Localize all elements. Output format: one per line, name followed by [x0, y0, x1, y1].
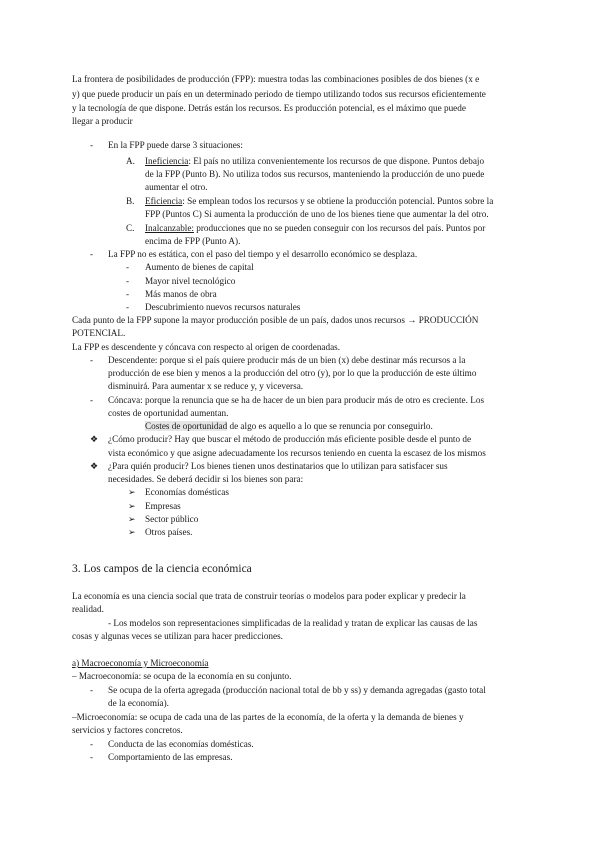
arrow-bullet: ➢	[128, 487, 136, 497]
section-3-para-1-line-2: realidad.	[72, 604, 104, 614]
term-ineficiencia: Ineficiencia	[145, 156, 189, 166]
recipient-item: Sector público	[145, 514, 199, 524]
question-1-line-2: vista económico y que asigne adecuadamente los recursos teniendo en cuenta la escasez de los mismos	[108, 448, 486, 458]
recipient-item: Economías domésticas	[145, 487, 229, 497]
question-1-line-1: ¿Cómo producir? Hay que buscar el método de producción más eficiente posible desde el punto de	[108, 434, 472, 444]
diamond-bullet: ❖	[90, 434, 99, 444]
situation-b-line-2: FPP (Puntos C) Si aumenta la producción de uno de los bienes tiene que aumentar la del otro.	[145, 209, 489, 219]
shift-heading: La FPP no es estática, con el paso del tiempo y el desarrollo económico se desplaza.	[108, 249, 418, 259]
question-2-line-2: necesidades. Se deberá decidir si los bienes son para:	[108, 474, 304, 484]
intro-line-1: La frontera de posibilidades de producción (FPP): muestra todas las combinaciones posibles de dos bienes (x e	[72, 74, 480, 84]
situation-a-line-1: Ineficiencia: El país no utiliza convenientemente los recursos de que dispone. Puntos debajo	[145, 156, 485, 166]
cost-definition: Costes de oportunidad de algo es aquello a lo que se renuncia por conseguirlo.	[145, 421, 433, 431]
macro-definition: – Macroeconomía: se ocupa de la economía en su conjunto.	[72, 671, 292, 681]
situation-a-line-2: de la FPP (Punto B). No utiliza todos sus recursos, manteniendo la producción de uno puede	[145, 169, 485, 179]
letter-c: C.	[126, 223, 135, 233]
concava-line-2: costes de oportunidad aumentan.	[108, 408, 229, 418]
dash-bullet: -	[90, 140, 94, 150]
concava-line-1: Cóncava: porque la renuncia que se ha de hacer de un bien para producir más de otro es creciente. Los	[108, 395, 485, 405]
macro-sub-line-2: de la economía).	[108, 698, 169, 708]
question-2-line-1: ¿Para quién producir? Los bienes tienen unos destinatarios que lo utilizan para satisfacer sus	[108, 461, 448, 471]
shift-item: Mayor nivel tecnológico	[145, 276, 236, 286]
dash-bullet: -	[126, 262, 130, 272]
shift-item: Descubrimiento nuevos recursos naturales	[145, 302, 301, 312]
recipient-item: Empresas	[145, 501, 181, 511]
micro-item: Comportamiento de las empresas.	[108, 752, 233, 762]
section-3-para-1-line-1: La economía es una ciencia social que trata de construir teorías o modelos para poder explicar y predecir la	[72, 591, 466, 601]
point-line-1: Cada punto de la FPP supone la mayor producción posible de un país, dados unos recursos → PRODUCCIÓN	[72, 315, 479, 325]
intro-line-4: llegar a producir	[72, 116, 133, 126]
recipient-item: Otros países.	[145, 527, 193, 537]
dash-bullet: -	[90, 739, 94, 749]
shift-item: Más manos de obra	[145, 289, 217, 299]
section-3-para-2-line-2: cosas y algunas veces se utilizan para hacer predicciones.	[72, 631, 283, 641]
dash-bullet: -	[126, 276, 130, 286]
intro-line-3: y la tecnología de que dispone. Detrás están los recursos. Es producción potencial, es el máximo que puede	[72, 103, 466, 113]
situation-c-line-1: Inalcanzable: producciones que no se pueden conseguir con los recursos del país. Puntos por	[145, 223, 486, 233]
descendente-line-2: producción de ese bien y menos a la producción del otro (y), por lo que la producción de este último	[108, 368, 477, 378]
letter-b: B.	[126, 196, 135, 206]
intro-line-2: y) que puede producir un país en un determinado periodo de tiempo utilizando todos sus recursos eficientemente	[72, 89, 486, 99]
dash-bullet: -	[126, 302, 130, 312]
point-line-2: POTENCIAL.	[72, 328, 126, 338]
macro-sub-line-1: Se ocupa de la oferta agregada (producción nacional total de bb y ss) y demanda agregadas (gasto total	[108, 685, 486, 695]
dash-bullet: -	[90, 752, 94, 762]
situation-c-line-2: encima de FPP (Punto A).	[145, 236, 241, 246]
letter-a: A.	[126, 156, 135, 166]
arrow-bullet: ➢	[128, 514, 136, 524]
arrow-bullet: ➢	[128, 501, 136, 511]
dash-bullet: -	[90, 249, 94, 259]
micro-line-1: –Microeconomía: se ocupa de cada una de las partes de la economía, de la oferta y la demanda de bienes y	[72, 712, 464, 722]
situations-heading: En la FPP puede darse 3 situaciones:	[108, 140, 243, 150]
shift-item: Aumento de bienes de capital	[145, 262, 254, 272]
dash-bullet: -	[90, 355, 94, 365]
macro-micro-heading: a) Macroeconomía y Microeconomía	[72, 658, 209, 668]
micro-item: Conducta de las economías domésticas.	[108, 739, 254, 749]
descendente-line-1: Descendente: porque si el país quiere producir más de un bien (x) debe destinar más recursos a la	[108, 355, 466, 365]
dash-bullet: -	[90, 395, 94, 405]
situation-b-line-1: Eficiencia: Se emplean todos los recursos y se obtiene la producción potencial. Puntos sobre la	[145, 196, 494, 206]
cost-highlight: Costes de oportunidad	[145, 421, 228, 431]
situation-a-line-3: aumentar el otro.	[145, 182, 208, 192]
shape-heading: La FPP es descendente y cóncava con respecto al origen de coordenadas.	[72, 342, 341, 352]
descendente-line-3: disminuirá. Para aumentar x se reduce y, y viceversa.	[108, 381, 304, 391]
section-3-heading: 3. Los campos de la ciencia económica	[72, 563, 252, 575]
dash-bullet: -	[126, 289, 130, 299]
dash-bullet: -	[90, 685, 94, 695]
diamond-bullet: ❖	[90, 461, 99, 471]
section-3-para-2-line-1: - Los modelos son representaciones simplificadas de la realidad y tratan de explicar las causas de las	[108, 618, 478, 628]
term-inalcanzable: Inalcanzable:	[145, 223, 194, 233]
arrow-bullet: ➢	[128, 527, 136, 537]
micro-line-2: servicios y factores concretos.	[72, 725, 183, 735]
term-eficiencia: Eficiencia	[145, 196, 183, 206]
